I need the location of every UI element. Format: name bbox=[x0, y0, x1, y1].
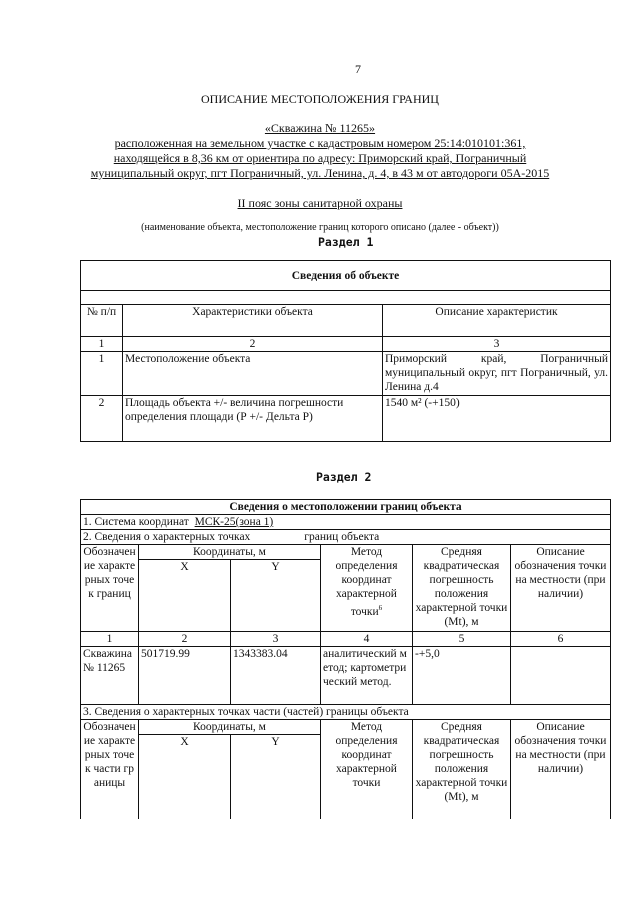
part-header-accuracy: Средняя квадратическая погрешность положения характерной точки (Mt), м bbox=[413, 720, 511, 819]
coord-system-value: МСК-25(зона 1) bbox=[194, 516, 274, 528]
points-title-row bbox=[81, 530, 611, 545]
index-cell: 2 bbox=[139, 632, 231, 647]
point-y: 1343383.04 bbox=[231, 647, 321, 705]
section2-heading: Раздел 2 bbox=[316, 470, 372, 484]
index-cell: 1 bbox=[81, 632, 139, 647]
point-accuracy: -+5,0 bbox=[413, 647, 511, 705]
header-x: X bbox=[139, 560, 231, 632]
table-row bbox=[81, 647, 611, 705]
part-header-method: Метод определения координат характерной точки bbox=[321, 720, 413, 819]
header-y: Y bbox=[231, 560, 321, 632]
part-header-designation: Обозначение характерных точек части границы bbox=[81, 720, 139, 819]
index-cell: 1 bbox=[81, 337, 123, 352]
index-cell: 4 bbox=[321, 632, 413, 647]
header-designation: Обозначение характерных точек границ bbox=[81, 545, 139, 632]
table-row bbox=[81, 352, 611, 396]
location-line-3: муниципальный округ, пгт Пограничный, ул. Ленина, д. 4, в 43 м от автодороги 05А-2015 bbox=[90, 166, 550, 180]
boundaries-table bbox=[80, 499, 611, 819]
header-method: Метод определения координат характерной точки$^6$ bbox=[321, 545, 413, 632]
row-number: 1 bbox=[81, 352, 123, 396]
row-value: Приморский край, Пограничный муниципальный округ, пгт Пограничный, ул. Ленина д.4 bbox=[383, 352, 611, 396]
part-title-row: 3. Сведения о характерных точках части (частей) границы объекта bbox=[81, 705, 611, 720]
caption: (наименование объекта, местоположение границ которого описано (далее - объект)) bbox=[141, 222, 499, 233]
header-characteristic: Характеристики объекта bbox=[123, 305, 383, 337]
object-info-table bbox=[80, 260, 611, 442]
point-description bbox=[511, 647, 611, 705]
point-x: 501719.99 bbox=[139, 647, 231, 705]
spacer-row bbox=[81, 291, 611, 305]
header-coords: Координаты, м bbox=[139, 545, 321, 560]
table-row bbox=[81, 396, 611, 442]
header-number: № п/п bbox=[81, 305, 123, 337]
location-line-2: находящейся в 8,36 км от ориентира по адресу: Приморский край, Пограничный bbox=[113, 151, 527, 165]
index-cell: 3 bbox=[231, 632, 321, 647]
row-number: 2 bbox=[81, 396, 123, 442]
section1-heading: Раздел 1 bbox=[318, 235, 374, 249]
header-description: Описание характеристик bbox=[383, 305, 611, 337]
location-line-1: расположенная на земельном участке с кадастровым номером 25:14:010101:361, bbox=[114, 136, 526, 150]
points-title-b: границ объекта bbox=[304, 531, 380, 543]
index-cell: 6 bbox=[511, 632, 611, 647]
point-method: аналитический метод; картометрический метод. bbox=[321, 647, 413, 705]
coord-system-label: 1. Система координат bbox=[83, 516, 189, 528]
row-value: 1540 м² (-+150) bbox=[383, 396, 611, 442]
points-title-a: 2. Сведения о характерных точках bbox=[83, 531, 251, 543]
index-cell: 5 bbox=[413, 632, 511, 647]
row-name: Площадь объекта +/- величина погрешности определения площади (Р +/- Дельта Р) bbox=[123, 396, 383, 442]
part-header-coords: Координаты, м bbox=[139, 720, 321, 735]
table-title: Сведения о местоположении границ объекта bbox=[81, 500, 611, 515]
zone-name: II пояс зоны санитарной охраны bbox=[237, 196, 403, 210]
part-header-y: Y bbox=[231, 735, 321, 819]
part-header-x: X bbox=[139, 735, 231, 819]
page-number: 7 bbox=[355, 62, 361, 76]
row-name: Местоположение объекта bbox=[123, 352, 383, 396]
coord-system-row bbox=[81, 515, 611, 530]
object-name: «Скважина № 11265» bbox=[264, 121, 376, 135]
part-header-point-description: Описание обозначения точки на местности (при наличии) bbox=[511, 720, 611, 819]
header-point-description: Описание обозначения точки на местности (при наличии) bbox=[511, 545, 611, 632]
table-title: Сведения об объекте bbox=[81, 261, 611, 291]
header-accuracy: Средняя квадратическая погрешность положения характерной точки (Mt), м bbox=[413, 545, 511, 632]
method-footnote: 6 bbox=[378, 604, 383, 612]
point-designation: Скважина № 11265 bbox=[81, 647, 139, 705]
page-title: ОПИСАНИЕ МЕСТОПОЛОЖЕНИЯ ГРАНИЦ bbox=[201, 92, 439, 106]
index-cell: 3 bbox=[383, 337, 611, 352]
index-cell: 2 bbox=[123, 337, 383, 352]
